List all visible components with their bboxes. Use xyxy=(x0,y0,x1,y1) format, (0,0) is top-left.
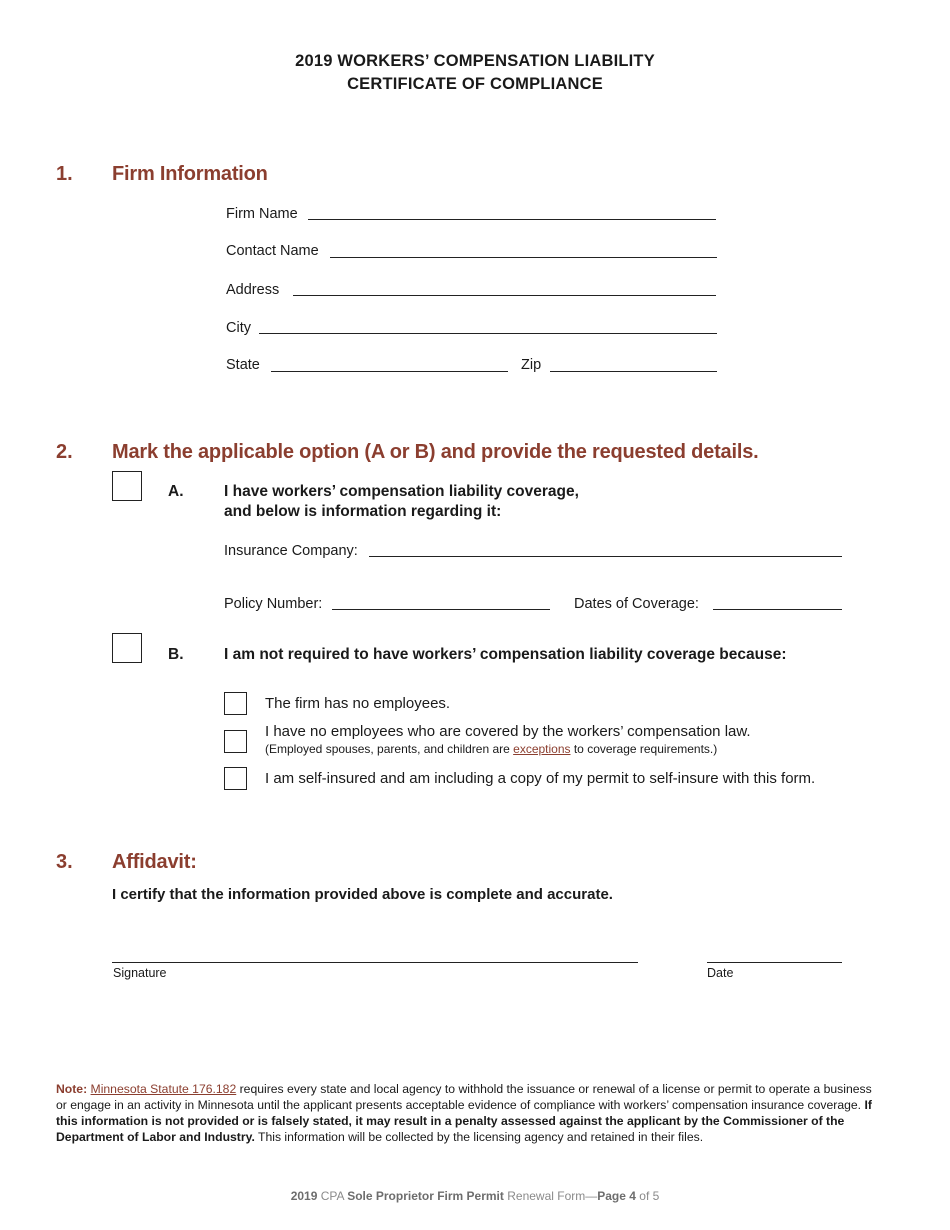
footer-page-num: 4 xyxy=(629,1189,636,1203)
footer-page-word: Page xyxy=(597,1189,630,1203)
option-a-text-line2: and below is information regarding it: xyxy=(224,503,502,520)
reason-not-covered-checkbox[interactable] xyxy=(224,730,247,753)
page-footer xyxy=(0,1189,950,1203)
state-field[interactable] xyxy=(271,371,508,372)
footer-cpa: CPA xyxy=(317,1189,348,1203)
statute-note xyxy=(56,1081,876,1145)
dates-of-coverage-field[interactable] xyxy=(713,609,842,610)
note-text-1: requires every state and local agency to withhold the issuance or renewal of a license or permit to operate a business or engage in an activity in Minnesota until the applicant presents acceptable evidence of compliance with workers’ compensation insurance coverage. xyxy=(56,1082,872,1112)
contact-name-field[interactable] xyxy=(330,257,717,258)
policy-number-field[interactable] xyxy=(332,609,550,610)
footer-form-bold: Sole Proprietor Firm Permit xyxy=(347,1189,504,1203)
city-label: City xyxy=(226,320,251,336)
option-a-checkbox[interactable] xyxy=(112,471,142,501)
dates-of-coverage-label: Dates of Coverage: xyxy=(574,596,699,612)
signature-field[interactable] xyxy=(112,962,638,963)
option-a-text-line1: I have workers’ compensation liability coverage, xyxy=(224,483,579,500)
reason-self-insured-label: I am self-insured and am including a copy of my permit to self-insure with this form. xyxy=(265,770,816,787)
option-a-letter: A. xyxy=(168,483,184,500)
address-field[interactable] xyxy=(293,295,716,296)
note-text-2: This information will be collected by the licensing agency and retained in their files. xyxy=(254,1130,704,1144)
signature-label: Signature xyxy=(113,966,167,980)
firm-name-field[interactable] xyxy=(308,219,716,220)
note-text-pre: (Employed spouses, parents, and children are xyxy=(265,742,514,756)
reason-self-insured-checkbox[interactable] xyxy=(224,767,247,790)
reason-no-employees-checkbox[interactable] xyxy=(224,692,247,715)
section1-title: Firm Information xyxy=(112,163,268,185)
address-label: Address xyxy=(226,282,280,298)
zip-field[interactable] xyxy=(550,371,717,372)
date-field[interactable] xyxy=(707,962,842,963)
note-bold-text: If this information is not provided or is falsely stated, it may result in a penalty assessed against the applicant by the Commissioner of the Department of Labor and Industry. xyxy=(56,1098,872,1144)
section3-title: Affidavit: xyxy=(112,851,197,873)
statute-link[interactable]: Minnesota Statute 176.182 xyxy=(90,1082,237,1096)
form-title-line2: CERTIFICATE OF COMPLIANCE xyxy=(347,75,603,93)
option-b-text: I am not required to have workers’ compensation liability coverage because: xyxy=(224,646,787,663)
exceptions-link[interactable]: exceptions xyxy=(513,742,571,756)
insurance-company-label: Insurance Company: xyxy=(224,543,358,559)
section2-number: 2. xyxy=(56,441,73,463)
insurance-company-field[interactable] xyxy=(369,556,842,557)
affidavit-statement: I certify that the information provided above is complete and accurate. xyxy=(112,886,613,903)
footer-of-total: of 5 xyxy=(635,1189,660,1203)
option-b-checkbox[interactable] xyxy=(112,633,142,663)
option-b-letter: B. xyxy=(168,646,184,663)
state-label: State xyxy=(226,357,260,373)
policy-number-label: Policy Number: xyxy=(224,596,323,612)
note-text-post: to coverage requirements.) xyxy=(570,742,718,756)
footer-year: 2019 xyxy=(290,1189,318,1203)
form-title-line1: 2019 WORKERS’ COMPENSATION LIABILITY xyxy=(295,52,655,70)
section1-number: 1. xyxy=(56,163,73,185)
section3-number: 3. xyxy=(56,851,73,873)
section2-title: Mark the applicable option (A or B) and provide the requested details. xyxy=(112,441,759,463)
date-label: Date xyxy=(707,966,734,980)
reason-no-employees-label: The firm has no employees. xyxy=(265,695,451,712)
firm-name-label: Firm Name xyxy=(226,206,298,222)
footer-form-rest: Renewal Form— xyxy=(503,1189,598,1203)
reason-not-covered-note xyxy=(265,742,717,756)
reason-not-covered-label: I have no employees who are covered by the workers’ compensation law. xyxy=(265,723,751,740)
city-field[interactable] xyxy=(259,333,717,334)
note-label: Note: xyxy=(56,1082,88,1096)
zip-label: Zip xyxy=(521,357,542,373)
contact-name-label: Contact Name xyxy=(226,243,319,259)
